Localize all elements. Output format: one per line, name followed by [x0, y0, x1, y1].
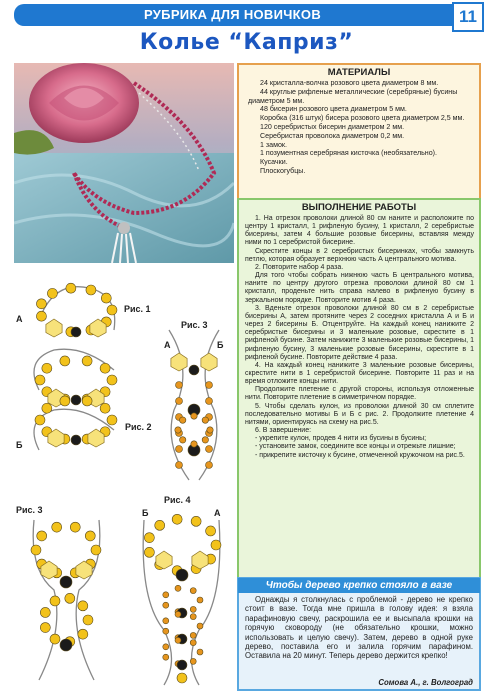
figure-caption: Рис. 4	[164, 495, 191, 505]
bead	[175, 427, 181, 433]
figure-caption: Рис. 2	[125, 422, 152, 432]
materials-item: Плоскогубцы.	[260, 166, 306, 175]
bead	[35, 415, 45, 425]
bead	[207, 427, 213, 433]
bead	[177, 673, 187, 683]
bead	[35, 375, 45, 385]
bead	[36, 311, 46, 321]
bead	[78, 629, 88, 639]
bead	[107, 415, 117, 425]
bead	[144, 547, 154, 557]
bead	[50, 634, 60, 644]
bead	[176, 462, 183, 469]
bead	[190, 606, 196, 612]
bead-diagrams	[14, 270, 234, 690]
bead	[40, 623, 50, 633]
bead	[163, 602, 169, 608]
bead	[191, 516, 201, 526]
necklace-photo-illustration	[14, 63, 234, 263]
instruction-paragraph: - укрепите кулон, продев 4 нити из бусины в бусины;	[255, 435, 427, 443]
diagram-letter: А	[16, 314, 23, 324]
bead	[190, 614, 196, 620]
metal-bead	[60, 576, 72, 588]
instruction-paragraph: 1. На отрезок проволоки длиной 80 см наните и расположите по центру 1 кристалл, 1 рифленую бусину, 1 кристалл, 2 серебристые бисерины, затем 4 большие розовые бисерины, вставляя между ними по 1 серебристой бисерине.	[245, 215, 474, 247]
bead	[176, 382, 183, 389]
bead	[100, 403, 110, 413]
instruction-paragraph: 2. Повторите набор 4 раза.	[255, 263, 344, 271]
bead	[206, 446, 213, 453]
materials-item: Серебристая проволока диаметром 0,2 мм.	[260, 131, 405, 140]
bead	[36, 299, 46, 309]
bead	[82, 396, 92, 406]
materials-item: 44 круглые рифленые металлические (серебряные) бусины диаметром 5 мм.	[248, 87, 458, 105]
materials-item: Коробка (316 штук) бисера розового цвета диаметром 2,5 мм.	[260, 114, 465, 123]
bead	[176, 398, 183, 405]
bead	[163, 644, 169, 650]
instruction-paragraph: 6. В завершение:	[255, 427, 312, 435]
materials-item: 24 кристалла-волчка розового цвета диаметром 8 мм.	[260, 79, 439, 87]
materials-title: МАТЕРИАЛЫ	[327, 67, 391, 78]
bead	[144, 533, 154, 543]
necklace-photo	[14, 63, 234, 263]
bead	[206, 382, 213, 389]
metal-bead	[177, 660, 187, 670]
metal-bead	[71, 395, 81, 405]
bead	[179, 437, 185, 443]
tip-title: Чтобы дерево крепко стояло в вазе	[238, 578, 480, 593]
bead	[191, 441, 197, 447]
instructions-text	[239, 213, 479, 460]
bead	[175, 611, 181, 617]
bead	[179, 417, 185, 423]
bead	[206, 398, 213, 405]
bead	[107, 375, 117, 385]
tip-signature: Сомова А., г. Волгоград	[378, 678, 473, 687]
bead	[83, 615, 93, 625]
instruction-paragraph: Скрестите концы в 2 серебристых бисеринках, чтобы замкнуть петлю, которая образует верхнюю часть А центрального мотива.	[245, 247, 474, 263]
tip-box	[237, 577, 481, 691]
bead	[70, 522, 80, 532]
materials-box	[237, 63, 481, 200]
bead	[172, 514, 182, 524]
instruction-paragraph: 5. Чтобы сделать кулон, из проволоки длиной 30 см сплетите последовательно мотивы Б и Б с рис. 2. Продолжите плетение 4 нитями, ориентируясь на схему на рис.5.	[245, 402, 474, 426]
bead	[91, 545, 101, 555]
figure-caption: Рис. 3	[16, 505, 43, 515]
rubric-label: РУБРИКА ДЛЯ НОВИЧКОВ	[144, 7, 322, 22]
bead	[100, 363, 110, 373]
bead	[190, 632, 196, 638]
instructions-title: ВЫПОЛНЕНИЕ РАБОТЫ	[301, 202, 417, 213]
diagram-letter: Б	[217, 340, 224, 350]
bead	[66, 283, 76, 293]
metal-bead	[71, 435, 81, 445]
materials-item: Кусачки.	[260, 158, 288, 167]
diagram-letter: Б	[142, 508, 149, 518]
tip-text	[245, 595, 473, 661]
bead	[82, 356, 92, 366]
bead	[50, 596, 60, 606]
bead	[190, 658, 196, 664]
bead	[65, 593, 75, 603]
instruction-paragraph: - прикрепите кисточку к бусине, отмеченной кружочком на рис.5.	[255, 451, 465, 459]
metal-bead	[176, 569, 188, 581]
bead	[190, 640, 196, 646]
metal-bead	[71, 327, 81, 337]
instruction-paragraph: Продолжите плетение с другой стороны, используя отложенные нити. Повторите плетение в симметричном порядке.	[245, 386, 474, 402]
instruction-paragraph: 4. На каждый конец нанижите 3 маленькие розовые бисерины, скрестите нити в 1 серебристой бисерине. Повторите 11 раз и на время отложите концы нити.	[245, 361, 474, 386]
figure-caption: Рис. 3	[181, 320, 208, 330]
bead	[191, 413, 197, 419]
bead	[176, 446, 183, 453]
bead-diagrams-svg	[14, 270, 234, 690]
bead	[197, 623, 203, 629]
instructions-box	[237, 198, 481, 580]
diagram-letter: Б	[16, 440, 23, 450]
bead	[60, 356, 70, 366]
rubric-banner	[14, 4, 466, 26]
bead	[60, 396, 70, 406]
materials-item: 120 серебристых бисерин диаметром 2 мм.	[260, 122, 405, 131]
page-number: 11	[452, 2, 484, 32]
diagram-letter: А	[164, 340, 171, 350]
page-title: Колье “Каприз”	[139, 30, 354, 55]
bead	[190, 588, 196, 594]
bead	[197, 597, 203, 603]
crystal-bead	[46, 319, 62, 337]
crystal-bead	[201, 353, 217, 371]
metal-bead	[60, 639, 72, 651]
materials-item: 1 замок.	[260, 140, 288, 149]
bead	[42, 363, 52, 373]
bead	[163, 618, 169, 624]
crystal-bead	[171, 353, 187, 371]
bead	[163, 654, 169, 660]
bead	[211, 540, 221, 550]
bead	[206, 526, 216, 536]
bead	[175, 585, 181, 591]
bead	[40, 607, 50, 617]
bead	[175, 637, 181, 643]
bead	[101, 293, 111, 303]
instruction-paragraph: - установите замок, соедините все концы и отрежьте лишние;	[255, 443, 456, 451]
materials-list	[239, 78, 479, 176]
figure-caption: Рис. 1	[124, 304, 151, 314]
materials-item: 48 бисерин розового цвета диаметром 5 мм.	[260, 105, 407, 114]
bead	[202, 437, 208, 443]
bead	[163, 592, 169, 598]
bead	[163, 628, 169, 634]
bead	[42, 403, 52, 413]
bead	[31, 545, 41, 555]
materials-item: 1 позументная серебряная кисточка (необязательно).	[260, 149, 437, 158]
bead	[86, 285, 96, 295]
tip-paragraph: Однажды я столкнулась с проблемой - дерево не крепко стоит в вазе. Тогда мне пришла в голову идея: я взяла парафиновую свечу, раскрошила ее и высыпала крошки на горячую сковороду (не обязательно крошки, можно использовать и целую свечу). Затем, дерево в одной руке дерево, поставила его и залила горячим парафином. Оставила на 20 минут. Теперь дерево держится крепко!	[245, 595, 473, 661]
bead	[78, 601, 88, 611]
bead	[202, 417, 208, 423]
bead	[206, 462, 213, 469]
bead	[47, 288, 57, 298]
instruction-paragraph: 3. Вденьте отрезок проволоки длиной 80 см в 2 серебристые бисерины А, затем протяните через 2 соседних кристалла А и Б и через 2 бисерины Б. Отцентруйте. На каждый конец нанижите 2 серебристые бисерины и 3 маленькие розовые, скрестите в 1 рифленой бусине. Затем нанижите 3 маленькие розовые бисерины, 1 рифленую бусину, 3 маленькие розовые бисерины, скрестите в 1 рифленой бусине. Повторите действие 4 раза.	[245, 304, 474, 361]
bead	[85, 531, 95, 541]
bead	[197, 649, 203, 655]
bead	[52, 522, 62, 532]
diagram-letter: А	[214, 508, 221, 518]
bead	[37, 531, 47, 541]
instruction-paragraph: Для того чтобы собрать нижнюю часть Б центрального мотива, наните по центру другого отрезка проволоки длиной 80 см 1 кристалл, проденьте нить справа налево в рифленую бусину в зеркальном порядке. Повторите мотив 4 раза.	[245, 272, 474, 304]
metal-bead	[189, 365, 199, 375]
bead	[107, 305, 117, 315]
bead	[155, 520, 165, 530]
